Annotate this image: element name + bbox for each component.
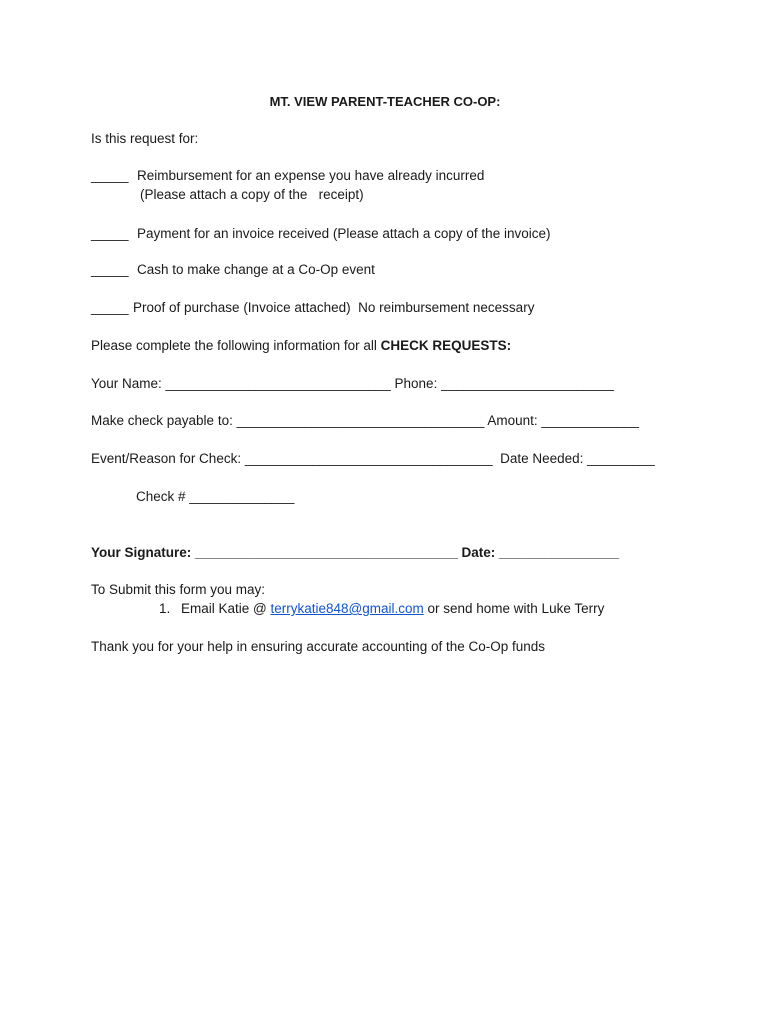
- option-cash-change-blank[interactable]: _____: [91, 262, 129, 277]
- reason-date-field[interactable]: Event/Reason for Check: _________________________________ Date Needed: _________: [91, 451, 655, 466]
- option-invoice-payment-label: Payment for an invoice received (Please attach a copy of the invoice): [137, 226, 551, 241]
- request-question: Is this request for:: [91, 131, 199, 146]
- option-proof-of-purchase-label: Proof of purchase (Invoice attached) No reimbursement necessary: [133, 300, 535, 315]
- submit-item-suffix: or send home with Luke Terry: [423, 601, 605, 616]
- option-cash-change-label: Cash to make change at a Co-Op event: [137, 262, 375, 277]
- submit-list-number: 1.: [159, 601, 171, 616]
- name-phone-field[interactable]: Your Name: ______________________________ Phone: _______________________: [91, 376, 614, 391]
- submit-heading: To Submit this form you may:: [91, 582, 266, 597]
- check-number-field[interactable]: Check # ______________: [136, 489, 295, 504]
- option-reimbursement-label: Reimbursement for an expense you have already incurred: [137, 168, 485, 183]
- instructions-bold: CHECK REQUESTS:: [380, 338, 512, 353]
- option-reimbursement-note: (Please attach a copy of the receipt): [140, 187, 364, 202]
- option-invoice-payment-blank[interactable]: _____: [91, 226, 129, 241]
- instructions: [91, 338, 511, 354]
- instructions-text: Please complete the following information for all: [91, 338, 381, 353]
- submit-list-item: [181, 601, 604, 617]
- submit-item-prefix: Email Katie @: [181, 601, 271, 616]
- form-title: MT. VIEW PARENT-TEACHER CO-OP:: [269, 94, 501, 109]
- option-reimbursement-blank[interactable]: _____: [91, 168, 129, 183]
- closing-note: Thank you for your help in ensuring accurate accounting of the Co-Op funds: [91, 639, 546, 654]
- payable-amount-field[interactable]: Make check payable to: _________________________________ Amount: _____________: [91, 413, 639, 428]
- signature-date-field[interactable]: Your Signature: ___________________________________ Date: ________________: [91, 545, 620, 560]
- option-proof-of-purchase-blank[interactable]: _____: [91, 300, 129, 315]
- email-link[interactable]: terrykatie848@gmail.com: [270, 601, 424, 616]
